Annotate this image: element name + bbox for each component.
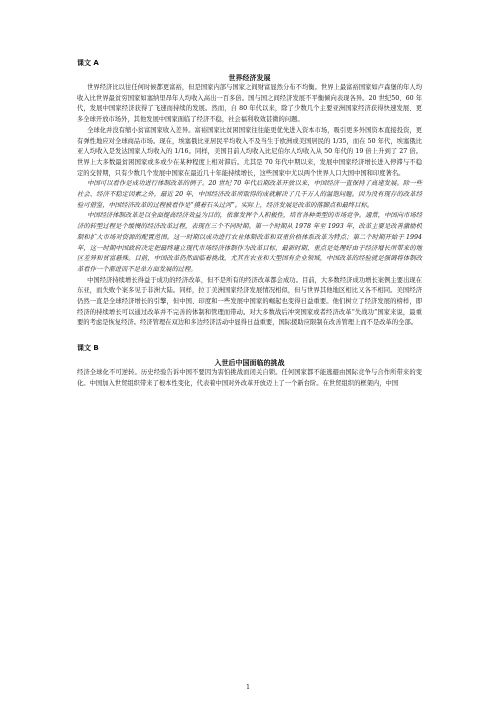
section-label-a: 课文 A bbox=[77, 59, 99, 67]
page-content bbox=[77, 58, 422, 390]
paragraph: 全球化并没有缩小贫富国家收入差异。富裕国家比贫困国家往往能更优先进入资本市场，吸引更多外国资本直接投资，更有弹性地应对全球商品市场。现在，埃塞俄比亚居民平均收入不及当生于欧洲或美国居民的 1/35，而在 50 年代，埃塞俄比亚人均收入是发达国家人均收入的 1/16。同样，美国目前人均收入比尼伯尔人均收入从 50 年代的 19 倍上升到了 27 倍。世界上大多数最贫困国家或多或少在某种程度上相对滞后。尤其是 70 年代中期以来，发展中国家经济增长进入停滞与不稳定的交替期，只有少数几个发展中国家在最近几十年能持续增长，这些国家中尤以两个世界人口大国中国和印度著名。 bbox=[77, 126, 422, 177]
page-number: 1 bbox=[246, 684, 250, 691]
section-title-a: 世界经济发展 bbox=[228, 74, 271, 82]
italic-paragraph: 中国经济体制改革是以全面提高经济效益为目的，依靠发挥个人积极性，培育各种类型的市场竞争。通常，中国向市场经济的转型过程是个缓慢的经济改革过程，表现在三个不同时期。第一个时期从 1978 年至 1993 年，改革主要是改善激励机制和扩大市场对资源的配置范围。这一时期以成功进行农业体制改革和双重价格体系改革为特点；第二个时期开始于 1994 年，这一时期中国政府决定把最终建立现代市场经济体制作为改革目标，最新时期，重点是处理好由于经济增长所带来的地区差异和贫富悬殊。目前，中国改革仍然面临着挑战，尤其在农业和大型国有企业领域，中国改革的经验就是强调将体制改革看作一个渐进而不是单方面发展的过程。 bbox=[77, 212, 422, 273]
section-title-b: 入世后中国面临的挑战 bbox=[214, 359, 285, 368]
paragraph: 世界经济比以往任何时候都更富裕，但是国家内部与国家之间财富显然分布不均衡。世界上最富裕国家如卢森堡的年人均收入比世界最贫穷国家如塞纳里昂年人均收入高出一百多倍。国与国之间经济发展不平衡倾向表现各异。20 世纪50、60 年代，发展中国家经济获得了飞速而持续的发展。然而，自 80 年代以来，除了少数几个主要亚洲国家经济获得快速发展、更多全球开放市场外，其他发展中国家面临了经济不稳，社会福利收效甚微的问题。 bbox=[77, 84, 422, 124]
italic-paragraph: 中国可以看作是成功进行体制改革的例子。20 世纪 70 年代后期改革开放以来，中国经济一直保持了高速发展。除一些社会、经济不稳定因素之外，最近 20 年，中国经济改革所取得的成就解决了几千万人的温饱问题。因为没有现存的改革经验可借鉴，中国经济改革的过程被看作是“摸着石头过河”。实际上，经济发展是改革的落脚点和最终目标。 bbox=[77, 180, 422, 209]
section-spacer bbox=[77, 329, 422, 343]
paragraph: 经济全球化不可逆转。历史经验告诉中国不要因为害怕挑战而闭关自锁。任何国家都不能逃避由国际竞争与合作所带来的变化。中国加入世贸组织带来了根本性变化，代表着中国对外改革开放迈上了一个新台阶。在世贸组织的框架内，中国 bbox=[77, 369, 422, 387]
paragraph: 中国经济持续增长得益于成功的经济改革，但不是所有的经济改革都会成功。目前，大多数经济成功增长案例主要出现在东亚，而失败个案多见于非洲大陆。同样，拉丁美洲国家经济发展情况相似，但与世界其他地区相比又各不相同。美国经济仍然一直是全球经济增长的引擎，但中国、印度和一些发展中国家的崛起也变得日益重要。他们树立了经济发展的榜样，即经济的持续增长可以通过改革并不完善的体制和管理而带动。对大多数战后冲突国家或者经济改革“失战功”国家来说，最重要的考虑是恢复经济。经济管理在双边和多边经济活动中显得日益重要，国际援助应限制在改善管理上而不是改革的全部。 bbox=[77, 276, 422, 327]
section-label-b: 课文 B bbox=[77, 344, 99, 353]
